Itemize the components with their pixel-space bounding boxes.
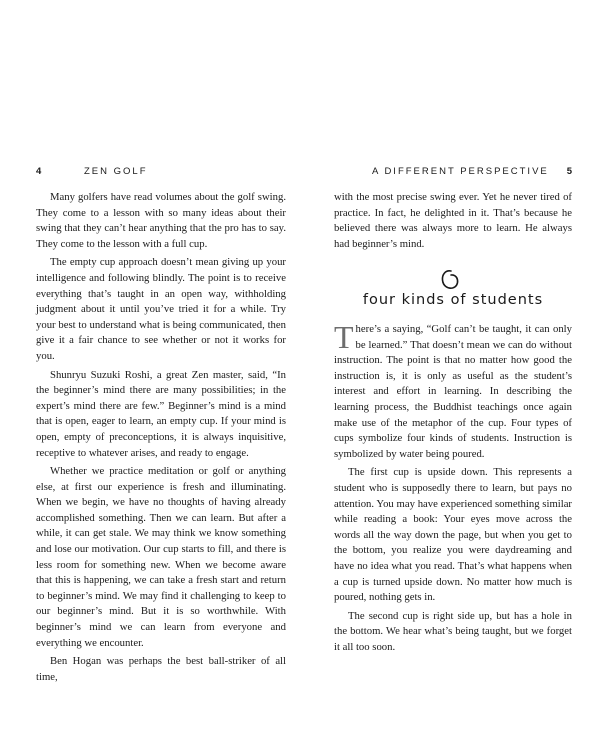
paragraph: The first cup is upside down. This represents a student who is supposedly there to learn, but pays no attention. You may have experienced something similar while reading a book: Your eyes move across the words all the way down the page, but when you get to the bottom, you realize you were daydreaming and have no idea what you read. That’s what happens when a cup is turned upside down. No matter how much is poured, nothing gets in. [334,466,572,604]
running-title-right: A DIFFERENT PERSPECTIVE [372,166,549,177]
paragraph: The second cup is right side up, but has a hole in the bottom. We hear what’s being taught, but we forget it all too soon. [334,609,572,653]
right-page [300,0,600,750]
paragraph [334,319,572,462]
right-page-body [334,319,572,655]
right-page-continuation [334,190,572,252]
left-page-header [36,166,286,180]
page-number-right: 5 [566,166,572,177]
paragraph: Ben Hogan was perhaps the best ball-striker of all time, [36,655,286,683]
paragraph-text: here’s a saying, “Golf can’t be taught, it can only be learned.” That doesn’t mean we can do without instruction. The point is that no matter how good the instruction is, it is only as useful as the student’s interest and effort in learning. In describing the learning process, the Buddhist teachings once again make use of the metaphor of the cup. Four types of cups symbolize four kinds of students. Instruction is symbolized by water being poured. [334,323,572,460]
drop-cap: T [334,319,354,355]
paragraph: Shunryu Suzuki Roshi, a great Zen master, said, “In the beginner’s mind there are many possibilities; in the expert’s mind there are few.” Beginner’s mind is a mind that is open, eager to learn, an empty cup. If your mind is open, empty of preconceptions, it is always inquisitive, receptive to whatever arises, and ready to engage. [36,368,286,459]
left-page-body [36,190,286,685]
paragraph: Whether we practice meditation or golf or anything else, at first our experience is fresh and illuminating. When we begin, we have no thoughts of having already accomplished something. Then we can learn. But after a while, it can get stale. We may think we know something and lose our motivation. Our cup starts to fill, and there is less room for something new. When we become aware that this is happening, we can take a fresh start and return to beginner’s mind. We may find it challenging to keep to our beginner’s mind. But it is so worthwhile. With beginner’s mind we can learn from everyone and everything we encounter. [36,465,286,649]
page-number-left: 4 [36,166,42,177]
enso-circle-icon [440,268,460,292]
right-page-header [334,166,572,180]
paragraph: with the most precise swing ever. Yet he never tired of practice. In fact, he delighted in it. That’s because he believed there was always more to learn. He always had beginner’s mind. [334,191,572,250]
paragraph: Many golfers have read volumes about the golf swing. They come to a lesson with so many ideas about their swing that they can’t hear anything that the pro has to say. They come to the lesson with a full cup. [36,191,286,250]
paragraph: The empty cup approach doesn’t mean giving up your intelligence and following blindly. The point is to receive everything that’s taught in an open way, withholding judgment about it until you’ve tried it for a while. Try your best to understand what is being communicated, then give it a fair chance to see whether or not it works for you. [36,256,286,362]
section-title: four kinds of students [362,292,544,308]
running-title-left: ZEN GOLF [84,166,148,177]
